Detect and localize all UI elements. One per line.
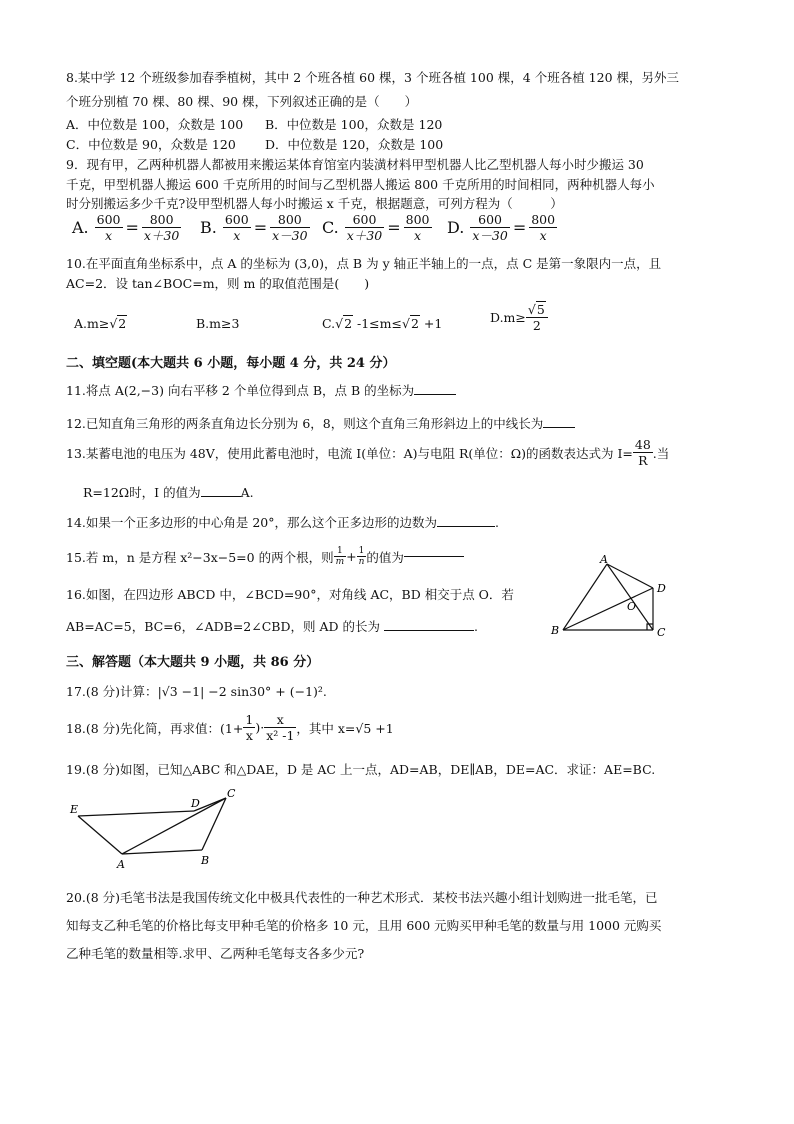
segment-ab	[122, 850, 202, 854]
fraction	[529, 212, 557, 243]
numerator: x	[264, 712, 296, 728]
q16-figure	[545, 552, 675, 642]
q13-text: 13.某蓄电池的电压为 48V，使用此蓄电池时，电流 I(单位：A)与电阻 R(单位：Ω)的函数表达式为 I=	[66, 445, 633, 461]
sqrt-symbol: √2	[335, 316, 353, 331]
q18-text: 18.(8 分)先化简，再求值：(1+	[66, 720, 244, 736]
denominator: x－30	[472, 228, 508, 243]
segment-ed	[78, 811, 194, 816]
segment-ac	[122, 798, 226, 854]
q10-line1: 10.在平面直角坐标系中，点 A 的坐标为 (3,0)，点 B 为 y 轴正半轴上的一点，点 C 是第一象限内一点，且	[66, 256, 662, 271]
denominator: x＋30	[143, 228, 180, 243]
q20-line1: 20.(8 分)毛笔书法是我国传统文化中极具代表性的一种艺术形式．某校书法兴趣小组计划购进一批毛笔，已	[66, 890, 658, 905]
q15-text: +	[346, 549, 357, 564]
radicand: 5	[536, 302, 545, 317]
option-text: +1	[419, 316, 443, 331]
q15-text: 的值为	[366, 549, 404, 565]
denominator: x	[105, 228, 113, 243]
equals-sign: =	[512, 218, 527, 237]
radicand: 2	[410, 316, 419, 331]
q12-text: 12.已知直角三角形的两条直角边长分别为 6，8，则这个直角三角形斜边上的中线长为	[66, 416, 544, 431]
q18-text: ，其中 x=√5 +1	[296, 720, 394, 736]
q13-line1	[66, 437, 669, 468]
fraction	[264, 712, 296, 743]
numerator: 600	[345, 212, 384, 228]
q14	[66, 515, 499, 531]
numerator: √5	[526, 302, 548, 318]
option-text: A.m≥	[74, 316, 110, 331]
equals-sign: =	[125, 218, 139, 237]
numerator: 800	[270, 212, 309, 228]
answer-blank[interactable]	[384, 630, 474, 631]
q11	[66, 383, 456, 399]
point-label-c: C	[227, 787, 236, 800]
q17-text: .	[322, 684, 327, 699]
q9-option-d	[447, 212, 557, 243]
numerator: 1	[245, 712, 254, 727]
q13-line2	[83, 485, 254, 501]
q10-option-d	[490, 302, 548, 333]
q9-line2: 千克，甲型机器人搬运 600 千克所用的时间与乙型机器人搬运 800 千克所用的时间相同，两种机器人每小	[66, 177, 655, 192]
option-text: C.	[322, 316, 336, 331]
q10-line2: AC=2．设 tan∠BOC=m，则 m 的取值范围是( )	[66, 276, 370, 291]
q10-option-a	[74, 316, 127, 332]
numerator: 48	[634, 437, 651, 452]
q10-option-b: B.m≥3	[196, 316, 240, 331]
q19-figure	[64, 786, 254, 872]
q9-option-c	[322, 212, 432, 243]
denominator: x	[414, 228, 422, 243]
q14-text: 14.如果一个正多边形的中心角是 20°，那么这个正多边形的边数为	[66, 515, 438, 530]
point-label-o: O	[627, 600, 637, 613]
denominator: m	[335, 557, 345, 567]
q15	[66, 546, 464, 567]
q8-line2: 个班分别植 70 棵、80 棵、90 棵，下列叙述正确的是（ ）	[66, 94, 418, 109]
segment-ea	[78, 816, 122, 854]
sqrt-symbol: √2	[109, 316, 127, 331]
q10-option-c	[322, 316, 442, 332]
fraction	[526, 302, 548, 333]
equals-sign: =	[387, 218, 401, 237]
q16-line1: 16.如图，在四边形 ABCD 中，∠BCD=90°，对角线 AC，BD 相交于点 O．若	[66, 587, 514, 602]
numerator: 600	[96, 212, 121, 227]
q15-text: 15.若 m，n 是方程 x²−3x−5=0 的两个根，则	[66, 549, 334, 565]
answer-blank[interactable]	[543, 427, 575, 428]
answer-blank[interactable]	[201, 496, 241, 497]
fraction	[334, 546, 347, 567]
fraction	[404, 212, 432, 243]
point-label-b: B	[551, 624, 560, 637]
option-text: -1≤m≤	[353, 316, 402, 331]
q9-line1: 9．现有甲，乙两种机器人都被用来搬运某体育馆室内装潢材料甲型机器人比乙型机器人每小时少搬运 30	[66, 157, 644, 172]
equals-sign: =	[253, 218, 268, 237]
numerator: 800	[531, 212, 556, 227]
q20-line2: 知每支乙种毛笔的价格比每支甲种毛笔的价格多 10 元，且用 600 元购买甲种毛笔的数量与用 1000 元购买	[66, 918, 662, 933]
section-title-fill-in: 二、填空题(本大题共 6 小题，每小题 4 分，共 24 分）	[66, 356, 396, 371]
q17-text: 17.(8 分)计算：	[66, 684, 158, 699]
q9-option-b	[200, 212, 310, 243]
section-title-solutions: 三、解答题（本大题共 9 小题，共 86 分）	[66, 655, 320, 670]
radicand: 2	[118, 316, 127, 331]
denominator: x	[245, 728, 253, 743]
q9-option-a	[72, 212, 181, 243]
denominator: R	[638, 453, 648, 468]
sqrt-symbol: √2	[401, 316, 419, 331]
q19-text: 19.(8 分)如图，已知△ABC 和△DAE，D 是 AC 上一点，AD=AB，DE∥AB，DE=AC．求证：AE=BC.	[66, 762, 656, 777]
q18	[66, 712, 394, 743]
point-label-d: D	[657, 582, 666, 595]
q8-line1: 8.某中学 12 个班级参加春季植树，其中 2 个班各植 60 棵，3 个班各植 100 棵，4 个班各植 120 棵，另外三	[66, 70, 679, 85]
radicand: 2	[344, 316, 353, 331]
q14-text: .	[495, 515, 499, 530]
numerator: 800	[142, 212, 181, 228]
fraction	[270, 212, 309, 243]
q16-text: .	[474, 619, 478, 634]
point-label-a: A	[600, 553, 608, 566]
q17-expression: |√3 −1| −2 sin30° + (−1)²	[157, 684, 323, 699]
denominator: x	[539, 228, 547, 243]
numerator: 1	[357, 546, 367, 557]
denominator: x＋30	[346, 228, 383, 243]
numerator: 800	[405, 212, 430, 227]
diagonal-ac	[607, 564, 653, 630]
denominator: x	[233, 228, 241, 243]
q16-text: AB=AC=5，BC=6，∠ADB=2∠CBD，则 AD 的长为	[66, 619, 380, 634]
fraction	[223, 212, 251, 243]
denominator: x² -1	[266, 728, 295, 743]
numerator: 600	[470, 212, 509, 228]
numerator: 600	[224, 212, 249, 227]
fraction	[95, 212, 123, 243]
q9-line3: 时分别搬运多少千克?设甲型机器人每小时搬运 x 千克，根据题意，可列方程为（ ）	[66, 196, 563, 211]
q8-option-b: B．中位数是 100，众数是 120	[265, 117, 443, 132]
q13-text: .当	[652, 445, 670, 461]
point-label-e: E	[70, 803, 79, 816]
fraction	[470, 212, 509, 243]
q8-option-d: D．中位数是 120，众数是 100	[265, 137, 444, 152]
point-label-c: C	[657, 626, 666, 639]
fraction	[633, 437, 653, 468]
numerator: 1	[334, 546, 347, 557]
point-label-a: A	[117, 858, 125, 871]
q18-text: )·	[255, 720, 265, 735]
q9-option-label: B.	[200, 218, 217, 237]
answer-blank[interactable]	[414, 394, 456, 395]
option-text: D.m≥	[490, 310, 526, 325]
fraction	[345, 212, 384, 243]
fraction	[357, 546, 367, 567]
fraction	[243, 712, 255, 743]
q16-line2	[66, 619, 478, 635]
q17	[66, 684, 327, 700]
denominator: n	[358, 557, 365, 567]
denominator: x－30	[272, 228, 308, 243]
q11-text: 11.将点 A(2,−3) 向右平移 2 个单位得到点 B，点 B 的坐标为	[66, 383, 415, 398]
denominator: 2	[532, 318, 541, 333]
point-label-d: D	[191, 797, 200, 810]
answer-blank[interactable]	[437, 526, 495, 527]
segment-ad	[607, 564, 653, 588]
q9-option-label: A.	[72, 218, 89, 237]
fraction	[142, 212, 181, 243]
q13-text: A.	[240, 485, 254, 500]
q8-option-c: C．中位数是 90，众数是 120	[66, 137, 236, 152]
q8-option-a: A．中位数是 100，众数是 100	[66, 117, 244, 132]
q12	[66, 416, 575, 432]
q9-option-label: D.	[447, 218, 465, 237]
q9-option-label: C.	[322, 218, 339, 237]
q13-text: R=12Ω时，I 的值为	[83, 485, 201, 500]
answer-blank[interactable]	[404, 556, 464, 557]
q20-line3: 乙种毛笔的数量相等.求甲、乙两种毛笔每支各多少元?	[66, 946, 365, 961]
point-label-b: B	[201, 854, 210, 867]
